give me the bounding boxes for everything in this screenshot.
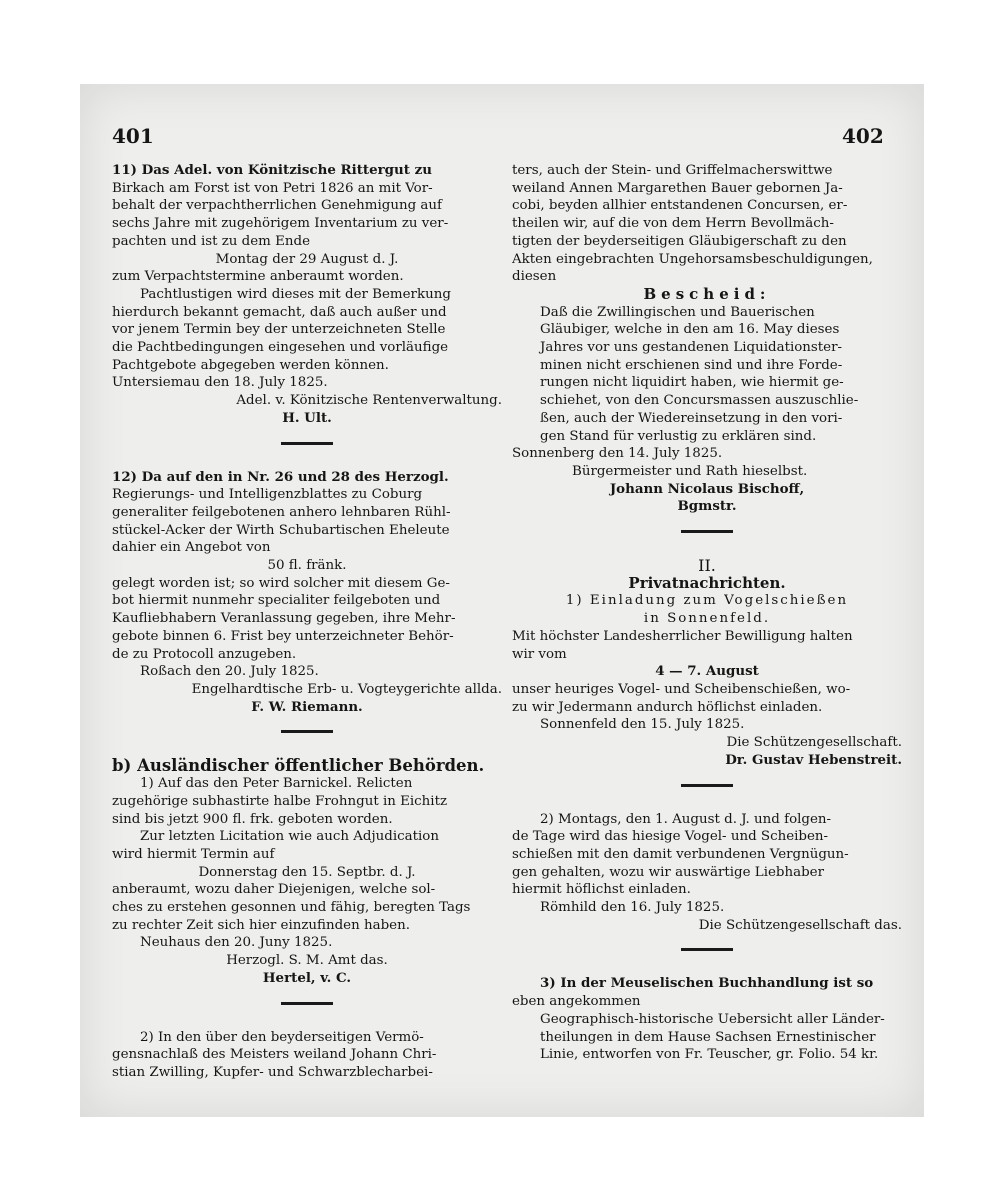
text-line: generaliter feilgebotenen anhero lehnbaren Rühl-: [112, 504, 451, 520]
text-line: zu wir Jedermann andurch höflichst einladen.: [512, 699, 823, 715]
text-line: sind bis jetzt 900 fl. frk. geboten worden.: [112, 811, 393, 827]
text-line: pachten und ist zu dem Ende: [112, 233, 311, 249]
text-line: Daß die Zwillingischen und Bauerischen: [540, 304, 815, 320]
section-b: [112, 757, 502, 987]
text-line: die Pachtbedingungen eingesehen und vorläufige: [112, 340, 449, 356]
text-line: hierdurch bekannt gemacht, daß auch außer und: [112, 304, 447, 320]
text-line: schiehet, von den Concursmassen auszuschlie-: [540, 393, 859, 409]
text-line: stian Zwilling, Kupfer- und Schwarzblecharbei-: [112, 1064, 433, 1080]
date-line: 4 — 7. August: [655, 663, 759, 680]
signature: Engelhardtische Erb- u. Vogteygerichte allda.: [191, 681, 502, 697]
text-line: wird hiermit Termin auf: [112, 846, 275, 862]
place-date: Sonnenberg den 14. July 1825.: [512, 446, 723, 462]
signature: Hertel, v. C.: [262, 969, 352, 986]
separator-rule: [281, 442, 333, 445]
separator-rule: [681, 948, 733, 951]
text-line: cobi, beyden allhier entstandenen Concursen, er-: [512, 198, 848, 214]
text-line: de zu Protocoll anzugeben.: [112, 646, 297, 662]
text-line: sechs Jahre mit zugehörigem Inventarium zu ver-: [112, 216, 449, 232]
date-line: Montag der 29 August d. J.: [215, 251, 399, 267]
signature: Die Schützengesellschaft das.: [698, 917, 902, 933]
notice-12: [112, 469, 502, 717]
text-line: unser heuriges Vogel- und Scheibenschießen, wo-: [512, 681, 851, 697]
text-line: schießen mit den damit verbundenen Vergnügun-: [512, 846, 849, 862]
text-line: ches zu erstehen gesonnen und fähig, beregten Tags: [112, 900, 471, 916]
text-line: vor jenem Termin bey der unterzeichneten Stelle: [112, 322, 446, 338]
text-line: de Tage wird das hiesige Vogel- und Scheiben-: [512, 829, 829, 845]
text-line: Akten eingebrachten Ungehorsamsbeschuldigungen,: [512, 251, 873, 267]
place-date: Sonnenfeld den 15. July 1825.: [540, 717, 745, 733]
signature: Bgmstr.: [677, 498, 737, 515]
text-line: behalt der verpachtherrlichen Genehmigung auf: [112, 198, 442, 214]
text-line: tigten der beyderseitigen Gläubigerschaft zu den: [512, 233, 847, 249]
text-line: 3) In der Meuselischen Buchhandlung ist so: [540, 975, 874, 992]
section-heading: b) Ausländischer öffentlicher Behörden.: [112, 756, 485, 776]
signature: Bürgermeister und Rath hieselbst.: [572, 463, 808, 479]
place-date: Roßach den 20. July 1825.: [140, 664, 319, 680]
text-line: Regierungs- und Intelligenzblattes zu Coburg: [112, 487, 423, 503]
section-numeral: II.: [698, 556, 716, 576]
notice-2-start: [112, 1029, 502, 1082]
text-line: theilen wir, auf die von dem Herrn Bevollmäch-: [512, 216, 834, 232]
text-line: zu rechter Zeit sich hier einzufinden haben.: [112, 917, 410, 933]
text-line: zugehörige subhastirte halbe Frohngut in Eichitz: [112, 793, 448, 809]
left-column: [112, 162, 502, 1082]
signature: Herzogl. S. M. Amt das.: [226, 953, 388, 969]
text-line: Zur letzten Licitation wie auch Adjudication: [140, 829, 439, 845]
text-line: gebote binnen 6. Frist bey unterzeichneter Behör-: [112, 628, 454, 644]
signature: Dr. Gustav Hebenstreit.: [725, 751, 902, 768]
text-line: ßen, auch der Wiedereinsetzung in den vori-: [540, 410, 843, 426]
right-column: [512, 162, 902, 1064]
text-line: stückel-Acker der Wirth Schubartischen Eheleute: [112, 522, 450, 538]
text-line: 11) Das Adel. von Könitzische Rittergut zu: [112, 162, 432, 178]
page-number-left: 401: [112, 124, 154, 148]
text-line: Kaufliebhabern Veranlassung gegeben, ihre Mehr-: [112, 611, 456, 627]
text-line: bot hiermit nunmehr specialiter feilgeboten und: [112, 593, 441, 609]
bescheid-heading: Bescheid:: [643, 284, 771, 303]
text-line: Geographisch-historische Uebersicht aller Länder-: [540, 1011, 885, 1027]
text-line: wir vom: [512, 646, 567, 662]
separator-rule: [281, 1002, 333, 1005]
text-line: Mit höchster Landesherrlicher Bewilligung halten: [512, 628, 853, 644]
place-date: Untersiemau den 18. July 1825.: [112, 375, 328, 391]
date-line: Donnerstag den 15. Septbr. d. J.: [198, 864, 416, 880]
text-line: gen Stand für verlustig zu erklären sind.: [540, 428, 817, 444]
text-line: Jahres vor uns gestandenen Liquidationster-: [540, 340, 843, 356]
text-line: gensnachlaß des Meisters weiland Johann Chri-: [112, 1047, 437, 1063]
text-line: ters, auch der Stein- und Griffelmacherswittwe: [512, 163, 833, 178]
text-line: weiland Annen Margarethen Bauer gebornen Ja-: [512, 180, 843, 196]
text-line: theilungen in dem Hause Sachsen Ernestinischer: [540, 1029, 876, 1045]
text-line: minen nicht erschienen sind und ihre Forde-: [540, 357, 843, 373]
notice-title: 1) Einladung zum Vogelschießen: [565, 593, 849, 609]
text-line: Pachtgebote abgegeben werden können.: [112, 357, 389, 373]
text-line: eben angekommen: [512, 994, 641, 1010]
separator-rule: [681, 784, 733, 787]
separator-rule: [281, 730, 333, 733]
text-line: diesen: [512, 269, 557, 285]
text-line: 12) Da auf den in Nr. 26 und 28 des Herzogl.: [112, 468, 449, 485]
notice-title: in Sonnenfeld.: [643, 611, 771, 627]
amount-line: 50 fl. fränk.: [267, 558, 347, 574]
signature: Die Schützengesellschaft.: [726, 735, 902, 751]
section-ii: [512, 557, 902, 1064]
text-line: Pachtlustigen wird dieses mit der Bemerkung: [140, 286, 451, 302]
text-line: hiermit höflichst einladen.: [512, 882, 691, 898]
text-line: Gläubiger, welche in den am 16. May dieses: [540, 322, 840, 338]
text-line: gen gehalten, wozu wir auswärtige Liebhaber: [512, 864, 824, 880]
place-date: Neuhaus den 20. Juny 1825.: [140, 935, 333, 951]
text-line: 2) In den über den beyderseitigen Vermö-: [140, 1029, 424, 1045]
text-line: rungen nicht liquidirt haben, wie hiermit ge-: [540, 375, 844, 391]
text-line: gelegt worden ist; so wird solcher mit diesem Ge-: [112, 575, 450, 591]
separator-rule: [681, 530, 733, 533]
text-line: 2) Montags, den 1. August d. J. und folgen-: [540, 811, 832, 827]
page-number-right: 402: [842, 124, 884, 148]
text-line: dahier ein Angebot von: [112, 540, 271, 556]
section-heading: Privatnachrichten.: [628, 573, 786, 592]
place-date: Römhild den 16. July 1825.: [540, 900, 725, 916]
signature: H. Ult.: [282, 409, 332, 426]
text-line: zum Verpachtstermine anberaumt worden.: [112, 269, 404, 285]
text-line: 1) Auf das den Peter Barnickel. Relicten: [140, 776, 413, 792]
signature: Adel. v. Könitzische Rentenverwaltung.: [236, 393, 502, 409]
notice-2-continuation: [512, 162, 902, 516]
notice-11: [112, 162, 502, 428]
signature: F. W. Riemann.: [251, 698, 363, 715]
text-line: Linie, entworfen von Fr. Teuscher, gr. Folio. 54 kr.: [540, 1047, 879, 1063]
text-line: Birkach am Forst ist von Petri 1826 an mit Vor-: [112, 180, 433, 196]
text-line: anberaumt, wozu daher Diejenigen, welche sol-: [112, 882, 436, 898]
signature: Johann Nicolaus Bischoff,: [609, 480, 805, 497]
